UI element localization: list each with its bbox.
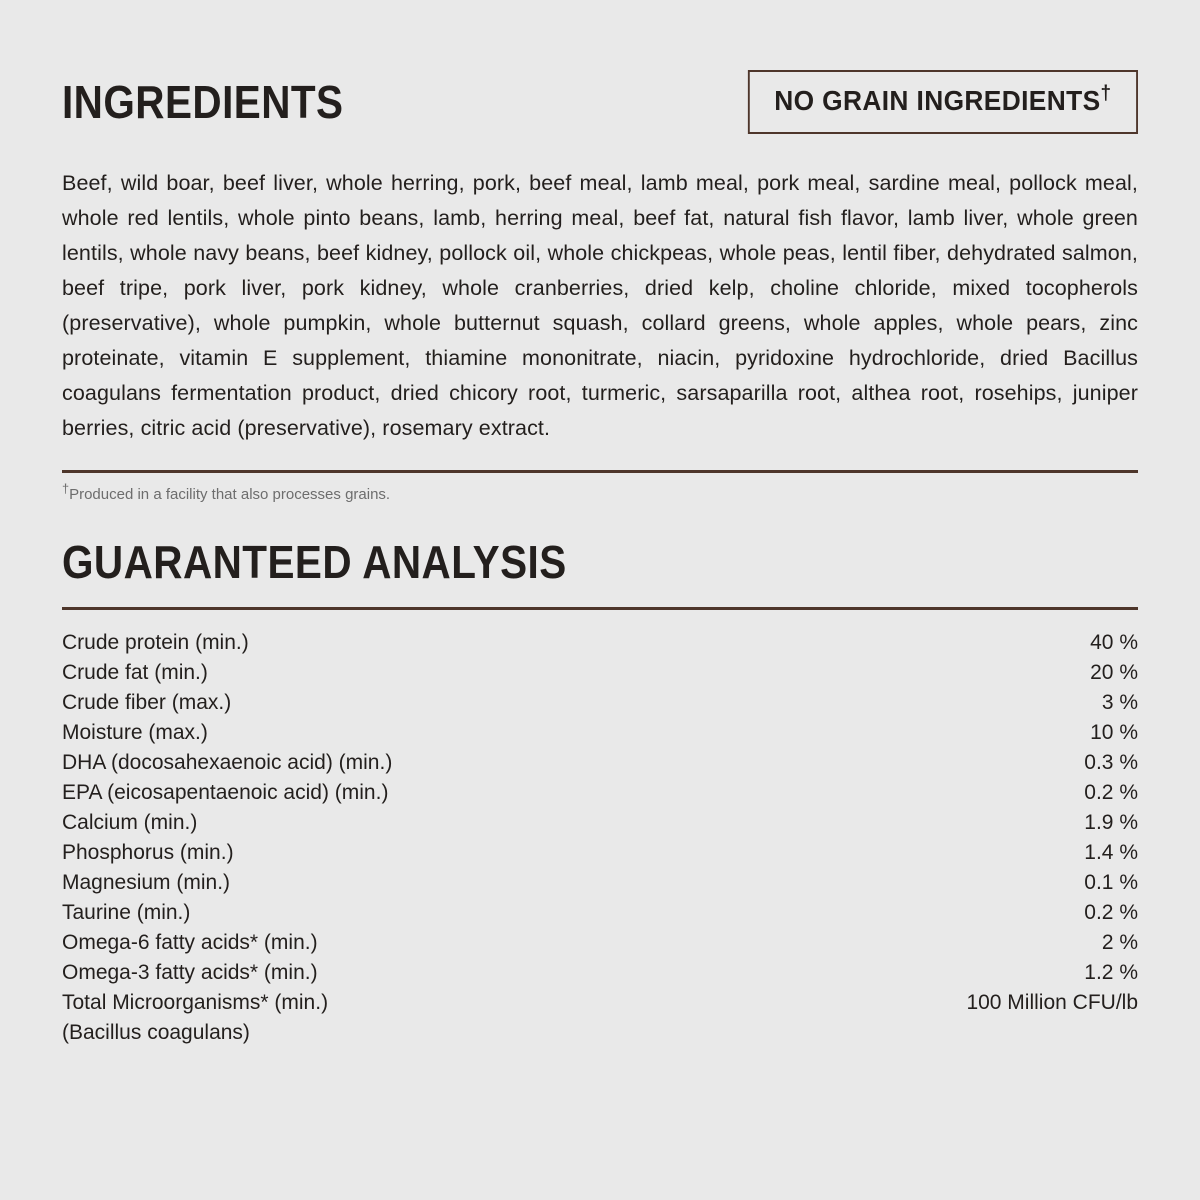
table-row [62, 628, 1138, 658]
footnote-text: Produced in a facility that also processes grains. [69, 486, 391, 503]
row-value: 10 % [1090, 721, 1138, 744]
row-value: 1.4 % [1084, 841, 1138, 864]
page-title: INGREDIENTS [62, 76, 344, 128]
table-row [62, 838, 1138, 868]
row-label: Omega-3 fatty acids* (min.) [62, 961, 318, 984]
ingredients-text: Beef, wild boar, beef liver, whole herring, pork, beef meal, lamb meal, pork meal, sardine meal, pollock meal, whole red lentils, whole pinto beans, lamb, herring meal, beef fat, natural fish flavor, lamb liver, whole green lentils, whole navy beans, beef kidney, pollock oil, whole chickpeas, whole peas, lentil fiber, dehydrated salmon, beef tripe, pork liver, pork kidney, whole cranberries, dried kelp, choline chloride, mixed tocopherols (preservative), whole pumpkin, whole butternut squash, collard greens, whole apples, whole pears, zinc proteinate, vitamin E supplement, thiamine mononitrate, niacin, pyridoxine hydrochloride, dried Bacillus coagulans fermentation product, dried chicory root, turmeric, sarsaparilla root, althea root, rosehips, juniper berries, citric acid (preservative), rosemary extract. [62, 171, 1138, 440]
row-value: 20 % [1090, 661, 1138, 684]
row-value: 1.9 % [1084, 811, 1138, 834]
table-row [62, 958, 1138, 988]
guaranteed-analysis-divider [62, 607, 1138, 610]
row-value: 0.3 % [1084, 751, 1138, 774]
row-label: Omega-6 fatty acids* (min.) [62, 931, 318, 954]
row-label: Crude fiber (max.) [62, 691, 232, 714]
table-row [62, 688, 1138, 718]
no-grain-badge [748, 70, 1138, 134]
row-label: Phosphorus (min.) [62, 841, 234, 864]
no-grain-badge-dagger: † [1100, 82, 1112, 105]
row-label: Calcium (min.) [62, 811, 198, 834]
table-row [62, 928, 1138, 958]
row-label: Crude protein (min.) [62, 631, 249, 654]
table-row [62, 658, 1138, 688]
row-value: 3 % [1101, 691, 1138, 714]
table-row [62, 808, 1138, 838]
no-grain-badge-label: NO GRAIN INGREDIENTS [774, 85, 1101, 116]
row-value: 1.2 % [1084, 961, 1138, 984]
guaranteed-analysis-subnote: (Bacillus coagulans) [62, 1021, 250, 1044]
footnote-dagger: † [62, 481, 70, 496]
table-row [62, 898, 1138, 928]
row-value: 2 % [1101, 931, 1138, 954]
row-value: 100 Million CFU/lb [966, 991, 1138, 1014]
row-value: 0.2 % [1084, 781, 1138, 804]
table-row [62, 868, 1138, 898]
table-row [62, 778, 1138, 808]
guaranteed-analysis-header [62, 536, 1138, 588]
table-row [62, 718, 1138, 748]
row-label: Total Microorganisms* (min.) [62, 991, 329, 1014]
guaranteed-analysis-list [62, 628, 1138, 1048]
table-row [62, 988, 1138, 1018]
row-label: Magnesium (min.) [62, 871, 231, 894]
guaranteed-analysis-title: GUARANTEED ANALYSIS [62, 536, 567, 588]
row-value: 0.1 % [1084, 871, 1138, 894]
row-label: Taurine (min.) [62, 901, 191, 924]
table-row [62, 748, 1138, 778]
row-label: DHA (docosahexaenoic acid) (min.) [62, 751, 393, 774]
row-label: Crude fat (min.) [62, 661, 208, 684]
ingredients-divider [62, 470, 1138, 473]
row-label: Moisture (max.) [62, 721, 208, 744]
ingredients-footnote [62, 481, 1138, 505]
ingredients-header [62, 56, 1138, 148]
row-label: EPA (eicosapentaenoic acid) (min.) [62, 781, 389, 804]
row-value: 40 % [1090, 631, 1138, 654]
row-value: 0.2 % [1084, 901, 1138, 924]
